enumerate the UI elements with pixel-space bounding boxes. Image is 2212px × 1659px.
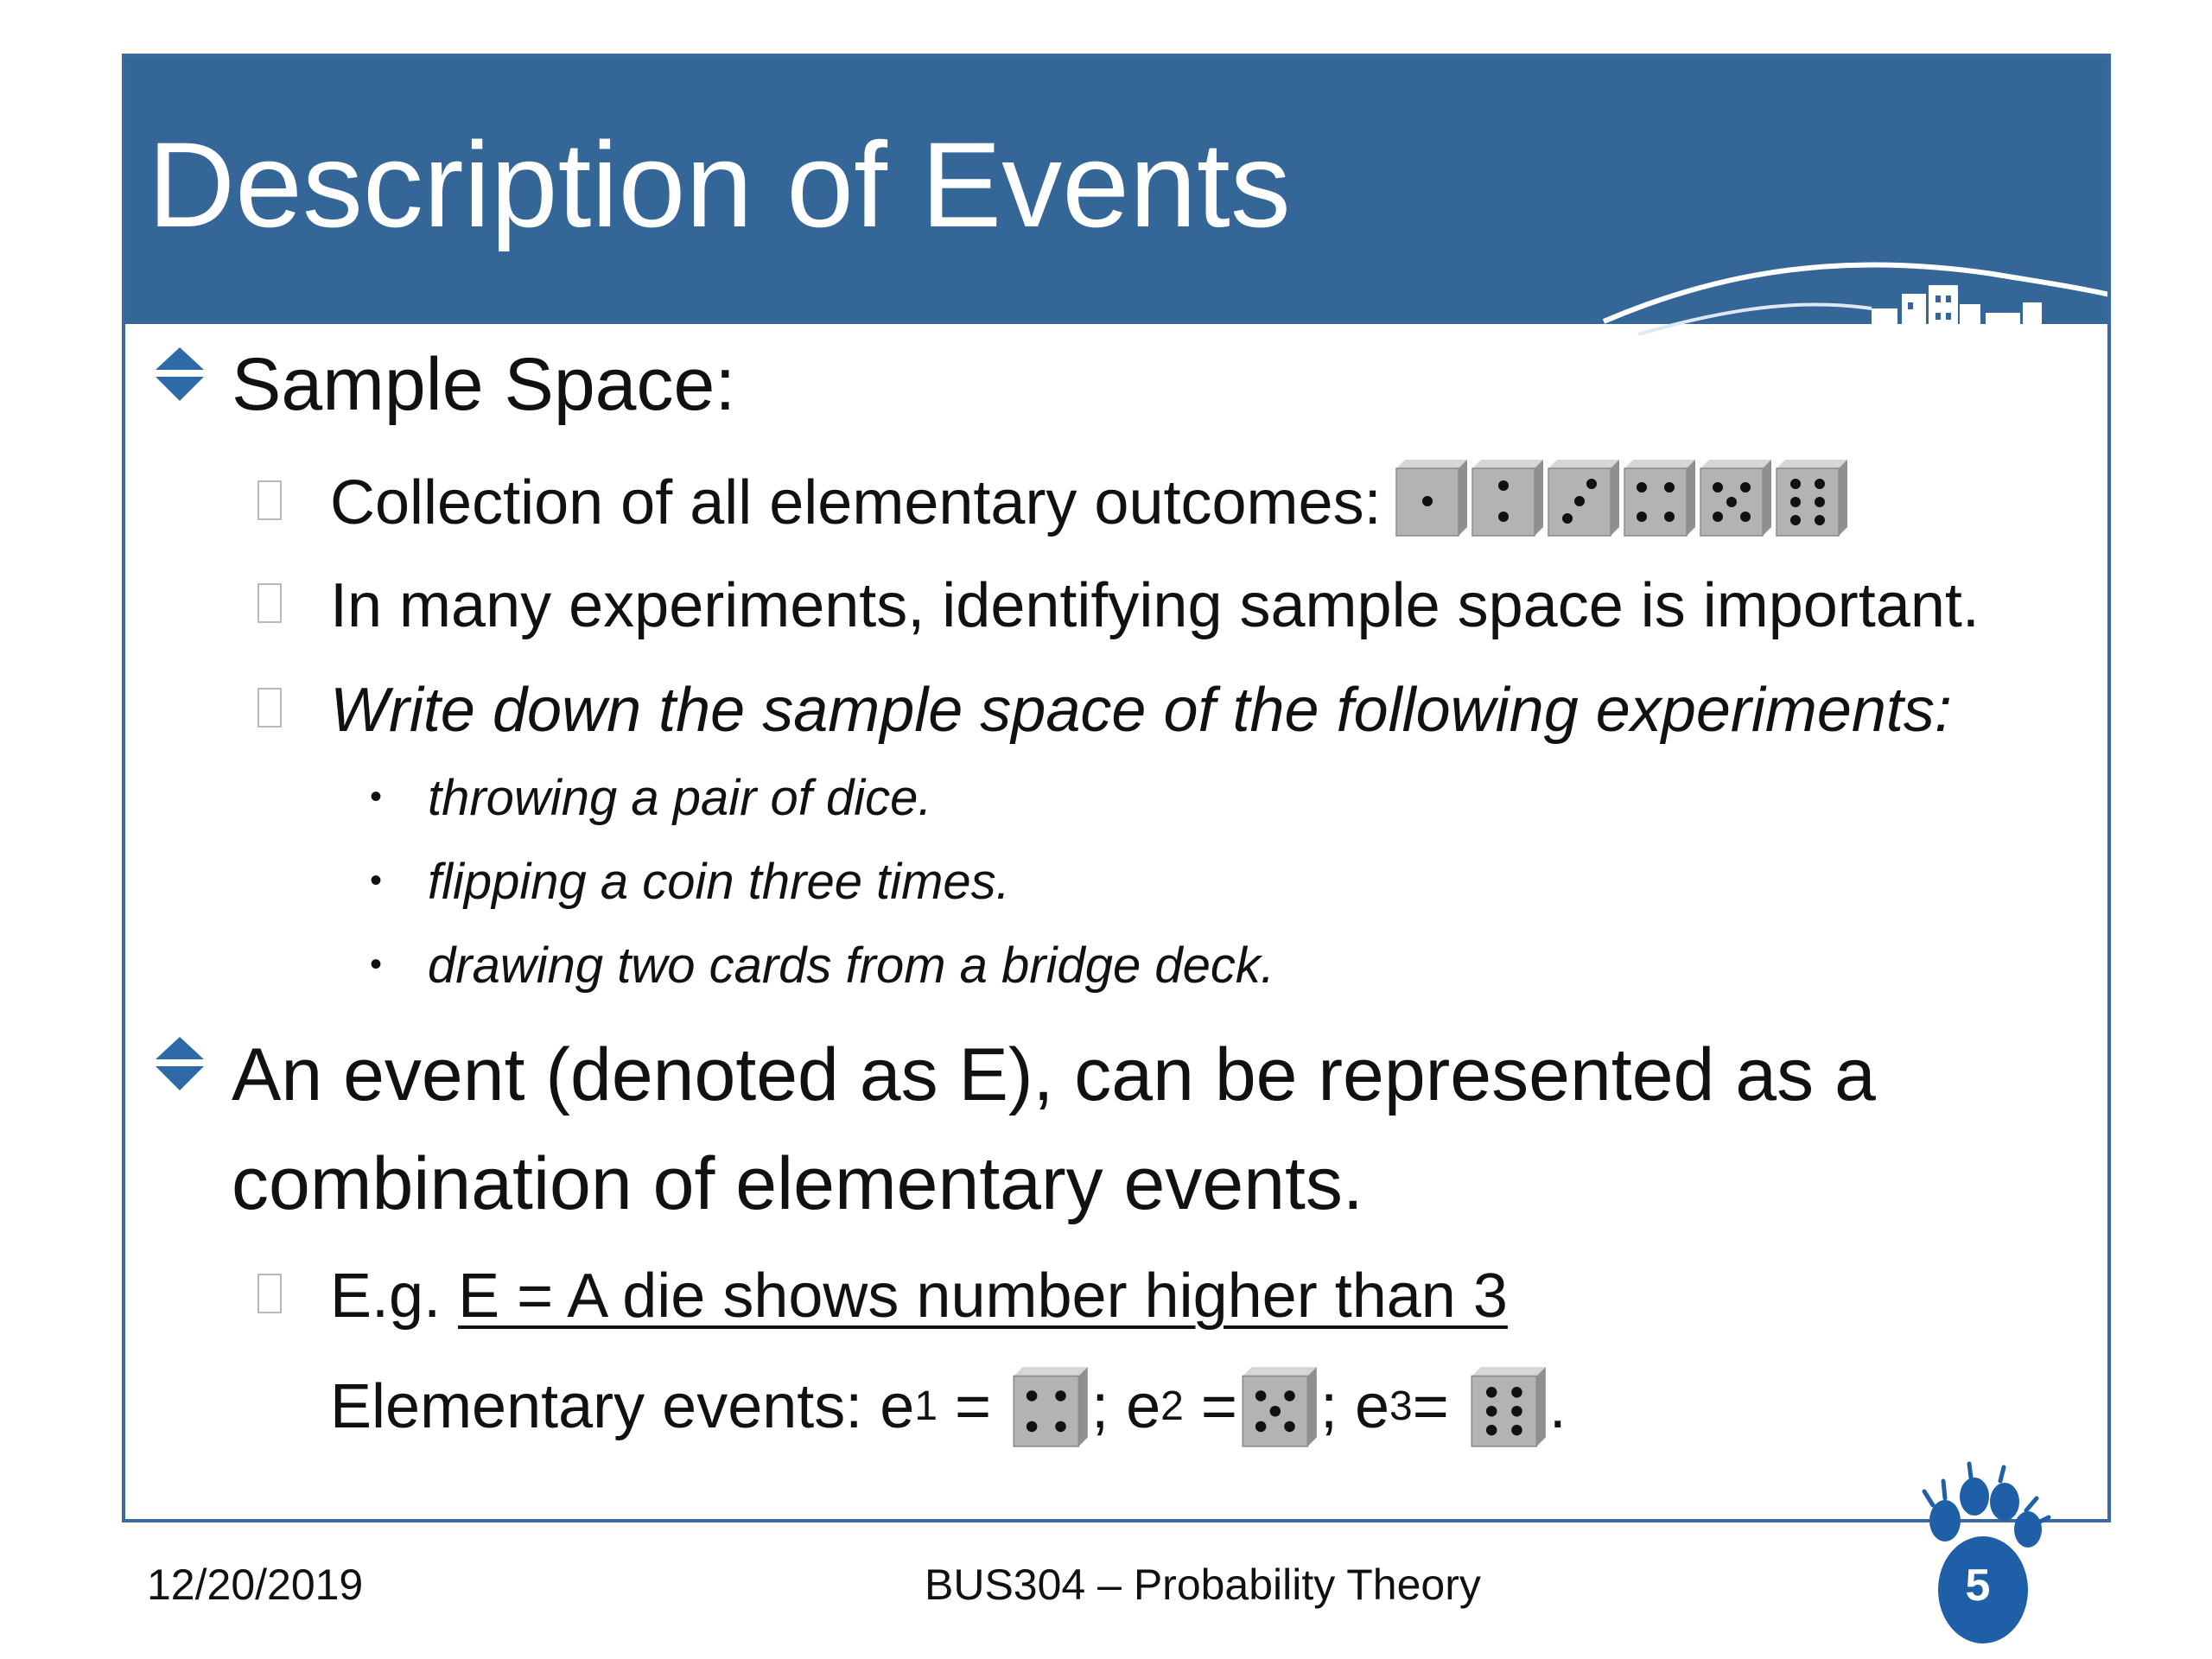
dice-outcomes xyxy=(1393,458,1849,537)
page-number: 5 xyxy=(1965,1560,1991,1611)
box-bullet-icon xyxy=(257,583,282,623)
outcomes-text: Collection of all elementary outcomes: xyxy=(330,468,1382,537)
example-event: E = A die shows number higher than 3 xyxy=(458,1262,1508,1331)
die-face-5-icon xyxy=(1697,458,1773,537)
die-face-3-icon xyxy=(1545,458,1621,537)
dot-bullet-icon: • xyxy=(370,778,383,816)
write-down-prompt: Write down the sample space of the following experiments: xyxy=(330,676,1952,745)
equals-text: = xyxy=(1183,1372,1237,1441)
equals-text: = xyxy=(938,1372,1009,1441)
elementary-label: Elementary events: e xyxy=(330,1372,915,1441)
experiment-item: flipping a coin three times. xyxy=(428,854,1010,910)
die-face-6-icon xyxy=(1466,1365,1549,1448)
diamond-bullet-icon xyxy=(156,347,204,403)
experiment-item: throwing a pair of dice. xyxy=(428,770,932,826)
event-definition-line1: An event (denoted as E), can be represented as a xyxy=(232,1033,1876,1116)
example-prefix: E.g. xyxy=(330,1262,442,1331)
period-text: . xyxy=(1548,1372,1567,1441)
diamond-bullet-icon xyxy=(156,1037,204,1092)
die-face-2-icon xyxy=(1469,458,1545,537)
separator-text: ; e xyxy=(1091,1372,1161,1441)
sample-space-heading: Sample Space: xyxy=(232,343,736,426)
equals-text: = xyxy=(1412,1372,1466,1441)
dot-bullet-icon: • xyxy=(370,945,383,983)
box-bullet-icon xyxy=(257,688,282,728)
die-face-4-icon xyxy=(1008,1365,1091,1448)
slide-title: Description of Events xyxy=(148,117,1291,252)
box-bullet-icon xyxy=(257,480,282,520)
sample-space-importance: In many experiments, identifying sample space is important. xyxy=(330,571,1980,640)
dot-bullet-icon: • xyxy=(370,861,383,899)
die-face-5-icon xyxy=(1237,1365,1320,1448)
footer-course: BUS304 – Probability Theory xyxy=(925,1560,1481,1609)
die-face-4-icon xyxy=(1621,458,1697,537)
box-bullet-icon xyxy=(257,1274,282,1313)
die-face-6-icon xyxy=(1773,458,1849,537)
paw-print-icon xyxy=(1914,1460,2052,1650)
experiment-item: drawing two cards from a bridge deck. xyxy=(428,938,1274,994)
elementary-events-line: Elementary events: e 1 = ; e 2 = ; e 3 = . xyxy=(330,1363,1567,1450)
footer-date: 12/20/2019 xyxy=(147,1560,364,1609)
event-example xyxy=(330,1262,1508,1331)
separator-text: ; e xyxy=(1319,1372,1389,1441)
die-face-1-icon xyxy=(1393,458,1469,537)
event-definition-line2: combination of elementary events. xyxy=(232,1142,1363,1225)
